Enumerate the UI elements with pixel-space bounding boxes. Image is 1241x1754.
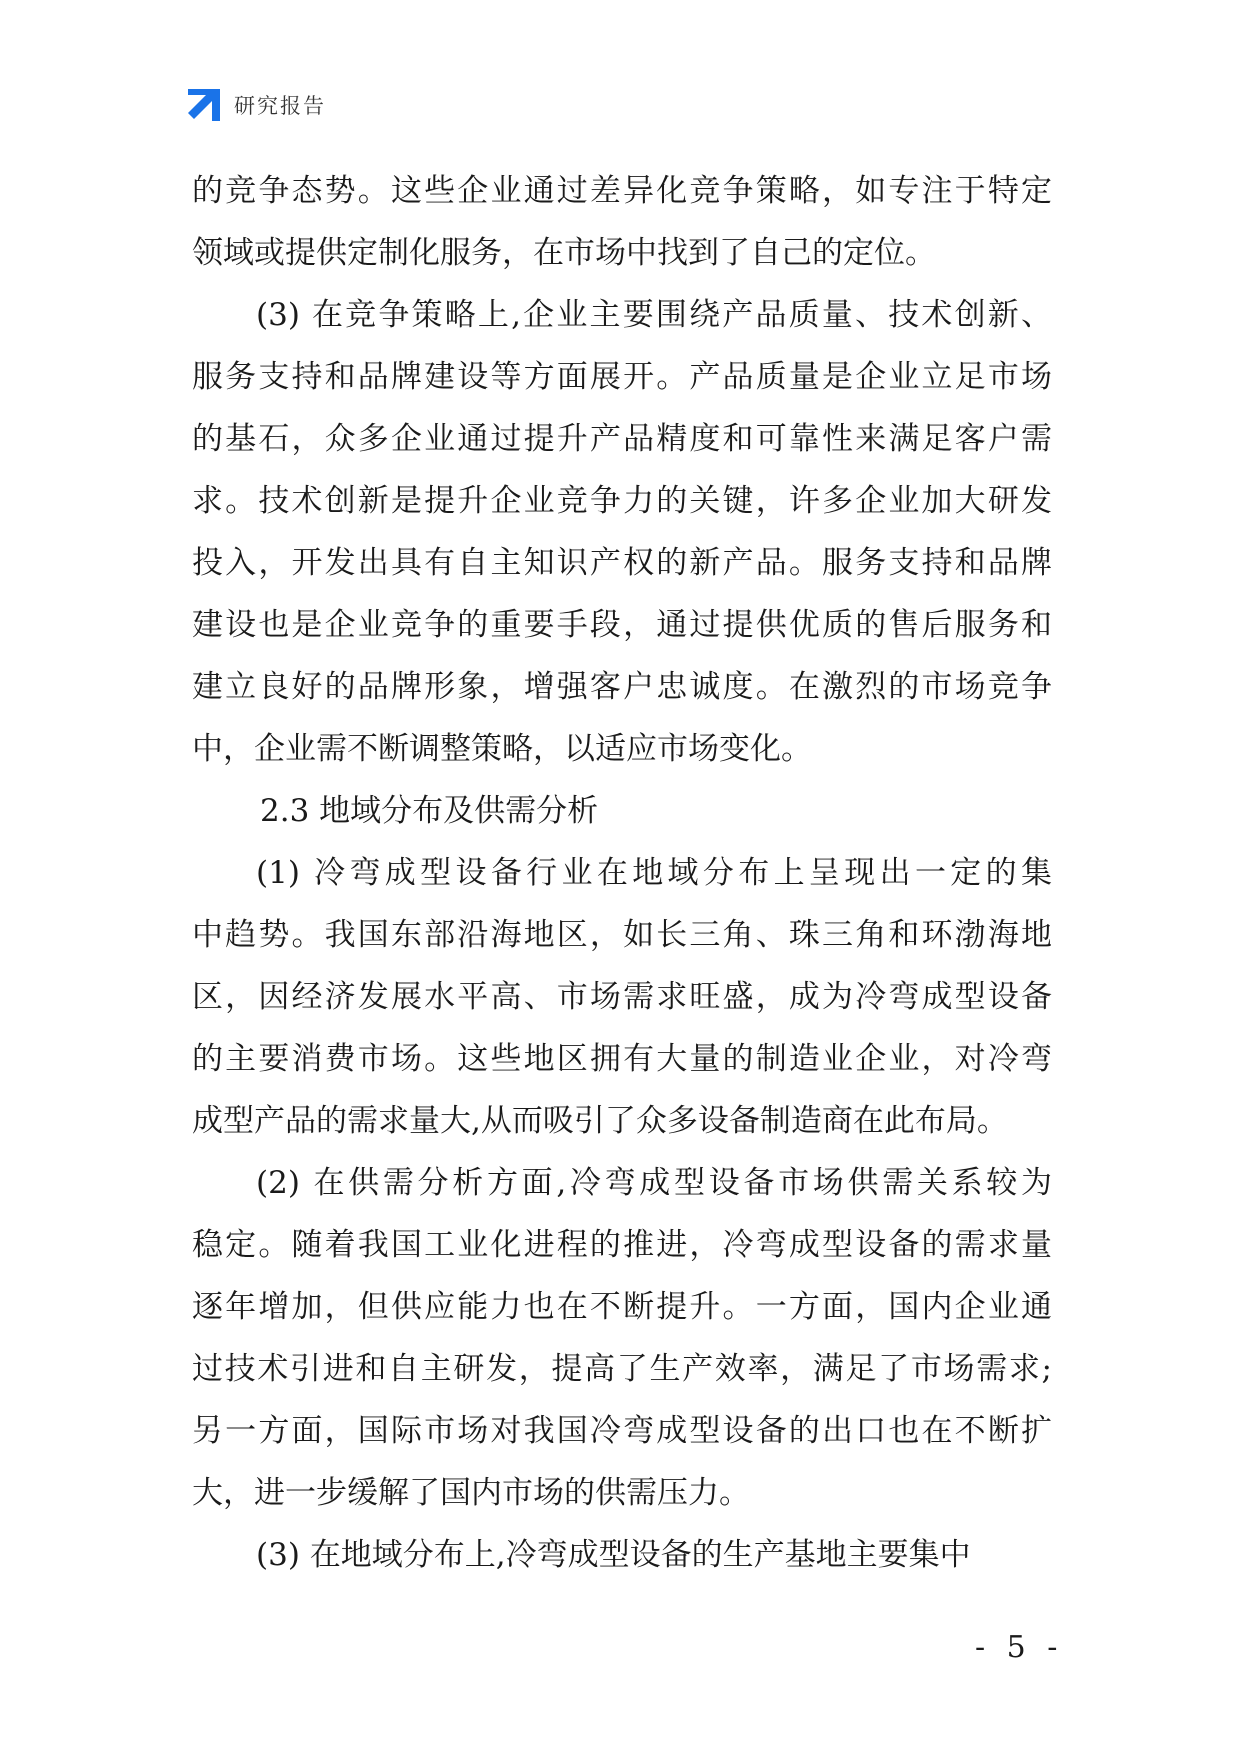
text-line: 过技术引进和自主研发，提高了生产效率，满足了市场需求;: [192, 1351, 1052, 1387]
document-body: [192, 160, 1052, 1586]
text-line: (1) 冷弯成型设备行业在地域分布上呈现出一定的集: [256, 855, 1052, 891]
section-heading: 2.3 地域分布及供需分析: [260, 793, 599, 829]
text-line: 投入，开发出具有自主知识产权的新产品。服务支持和品牌: [192, 545, 1052, 581]
text-line: 建立良好的品牌形象，增强客户忠诚度。在激烈的市场竞争: [192, 669, 1052, 705]
text-line: 中趋势。我国东部沿海地区，如长三角、珠三角和环渤海地: [192, 917, 1052, 953]
text-line: 服务支持和品牌建设等方面展开。产品质量是企业立足市场: [192, 359, 1052, 395]
text-line: 另一方面，国际市场对我国冷弯成型设备的出口也在不断扩: [192, 1413, 1052, 1449]
arrow-logo-icon: [186, 87, 222, 123]
text-line: 成型产品的需求量大,从而吸引了众多设备制造商在此布局。: [192, 1103, 1008, 1139]
text-line: 的竞争态势。这些企业通过差异化竞争策略，如专注于特定: [192, 173, 1052, 209]
text-line: (2) 在供需分析方面,冷弯成型设备市场供需关系较为: [256, 1165, 1052, 1201]
text-line: 大，进一步缓解了国内市场的供需压力。: [192, 1475, 750, 1511]
text-line: (3) 在竞争策略上,企业主要围绕产品质量、技术创新、: [256, 297, 1052, 333]
text-line: 建设也是企业竞争的重要手段，通过提供优质的售后服务和: [192, 607, 1052, 643]
text-line: 领域或提供定制化服务，在市场中找到了自己的定位。: [192, 235, 936, 271]
text-line: 稳定。随着我国工业化进程的推进，冷弯成型设备的需求量: [192, 1227, 1052, 1263]
page-header: [186, 86, 326, 124]
text-line: 区，因经济发展水平高、市场需求旺盛，成为冷弯成型设备: [192, 979, 1052, 1015]
text-line: 求。技术创新是提升企业竞争力的关键，许多企业加大研发: [192, 483, 1052, 519]
text-line: (3) 在地域分布上,冷弯成型设备的生产基地主要集中: [256, 1537, 971, 1573]
text-line: 的主要消费市场。这些地区拥有大量的制造业企业，对冷弯: [192, 1041, 1052, 1077]
text-line: 逐年增加，但供应能力也在不断提升。一方面，国内企业通: [192, 1289, 1052, 1325]
header-title: 研究报告: [234, 94, 326, 118]
text-line: 的基石，众多企业通过提升产品精度和可靠性来满足客户需: [192, 421, 1052, 457]
text-line: 中，企业需不断调整策略，以适应市场变化。: [192, 731, 812, 767]
page-number: - 5 -: [975, 1630, 1064, 1665]
